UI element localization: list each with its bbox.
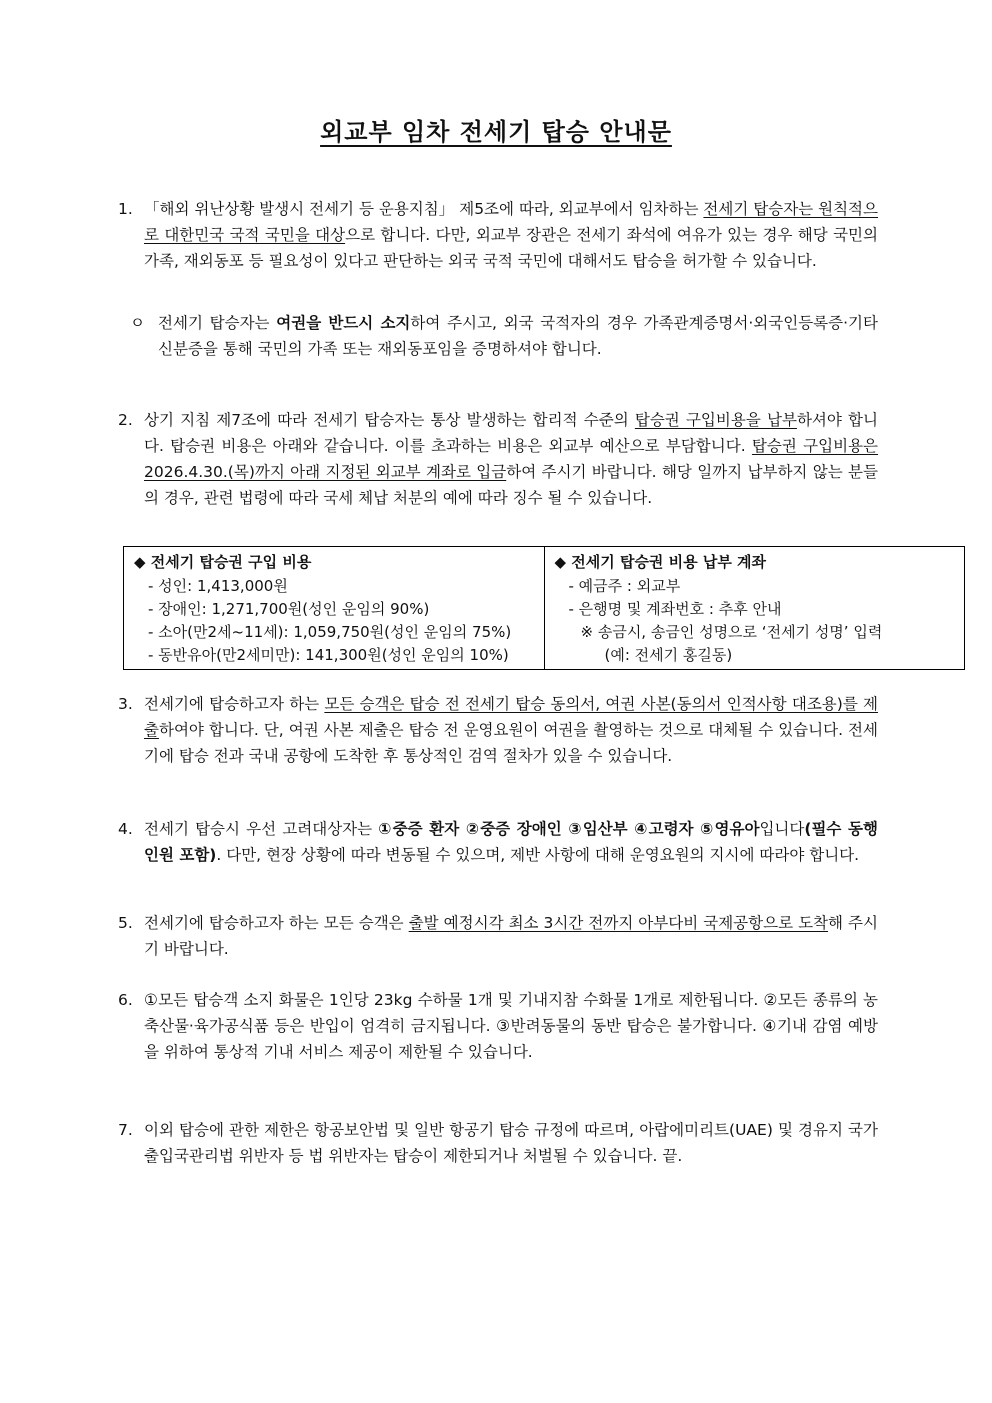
fee-cost-cell [124, 547, 545, 670]
title-text: 외교부 임차 전세기 탑승 안내문 [320, 118, 672, 146]
section-text: 전세기 탑승시 우선 고려대상자는 [144, 820, 379, 838]
section-text: 해 주시기 바랍니다. [144, 914, 878, 958]
section-7 [118, 1117, 878, 1169]
underlined-text: 모든 승객은 탑승 전 전세기 탑승 동의서, 여권 사본(동의서 인적사항 대조용)를 제출 [144, 695, 878, 739]
section-text: . 다만, 현장 상황에 따라 변동될 수 있으며, 제반 사항에 대해 운영요원의 지시에 따라야 합니다. [216, 846, 860, 864]
remittance-example: (예: 전세기 홍길동) [604, 646, 733, 664]
section-2 [118, 407, 878, 511]
fee-row: - 동반유아(만2세미만): 141,300원(성인 운임의 10%) [148, 646, 509, 664]
bullet-text: 하여 주시고, 외국 국적자의 경우 가족관계증명서·외국인등록증·기타 신분증을 통해 국민의 가족 또는 재외동포임을 증명하셔야 합니다. [158, 314, 879, 358]
section-text: 「해외 위난상황 발생시 전세기 등 운용지침」 제5조에 따라, 외교부에서 임차하는 [144, 200, 704, 218]
section-text: 입니다 [759, 820, 805, 838]
section-1 [118, 196, 878, 274]
bullet-text: 전세기 탑승자는 [158, 314, 277, 332]
section-text: 상기 지침 제7조에 따라 전세기 탑승자는 통상 발생하는 합리적 수준의 [144, 411, 635, 429]
section-text: 으로 합니다. 다만, 외교부 장관은 전세기 좌석에 여유가 있는 경우 해당 국민의 가족, 재외동포 등 필요성이 있다고 판단하는 외국 국적 국민에 대해서도 탑승을 허가할 수 있습니다. [144, 226, 878, 270]
section-text: 이외 탑승에 관한 제한은 항공보안법 및 일반 항공기 탑승 규정에 따르며, 아랍에미리트(UAE) 및 경유지 국가 출입국관리법 위반자 등 법 위반자는 탑승이 제한되거나 처벌될 수 있습니다. 끝. [144, 1121, 878, 1165]
section-number: 4. [118, 820, 133, 838]
section-1-bullet [130, 310, 878, 362]
underlined-text: 전세기 탑승자는 원칙적으로 대한민국 국적 국민을 대상 [144, 200, 878, 244]
section-text: 전세기에 탑승하고자 하는 [144, 695, 325, 713]
section-number: 2. [118, 411, 133, 429]
section-5 [118, 910, 878, 962]
section-text: 하여 주시기 바랍니다. 해당 일까지 납부하지 않는 분들의 경우, 관련 법령에 따라 국세 체납 처분의 예에 따라 징수 될 수 있습니다. [144, 463, 878, 507]
section-number: 7. [118, 1121, 133, 1139]
remittance-note: ※ 송금시, 송금인 성명으로 ‘전세기 성명’ 입력 [580, 623, 883, 641]
underlined-text: 출발 예정시각 최소 3시간 전까지 아부다비 국제공항으로 도착 [408, 914, 829, 932]
account-row: - 은행명 및 계좌번호 : 추후 안내 [568, 600, 782, 618]
section-3 [118, 691, 878, 769]
document-title [0, 112, 992, 147]
section-text: 전세기에 탑승하고자 하는 모든 승객은 [144, 914, 409, 932]
bold-text: (필수 동행 인원 포함) [144, 820, 878, 864]
section-number: 3. [118, 695, 133, 713]
section-text: 하여야 합니다. 단, 여권 사본 제출은 탑승 전 운영요원이 여권을 촬영하는 것으로 대체될 수 있습니다. 전세기에 탑승 전과 국내 공항에 도착한 후 통상적인 검역 절차가 있을 수 있습니다. [144, 721, 878, 765]
fee-row: - 장애인: 1,271,700원(성인 운임의 90%) [148, 600, 430, 618]
fee-cost-header: ◆ 전세기 탑승권 구입 비용 [134, 553, 312, 571]
section-4 [118, 816, 878, 868]
section-text: 하셔야 합니다. 탑승권 비용은 아래와 같습니다. 이를 초과하는 비용은 외교부 예산으로 부담합니다. [144, 411, 878, 455]
fee-row: - 소아(만2세~11세): 1,059,750원(성인 운임의 75%) [148, 623, 512, 641]
fee-table [123, 546, 965, 670]
payment-account-header: ◆ 전세기 탑승권 비용 납부 계좌 [554, 553, 767, 571]
account-row: - 예금주 : 외교부 [568, 577, 681, 595]
section-number: 5. [118, 914, 133, 932]
section-6 [118, 987, 878, 1065]
bullet-marker: ㅇ [130, 314, 145, 332]
fee-row: - 성인: 1,413,000원 [148, 577, 288, 595]
payment-account-cell [544, 547, 965, 670]
section-text: ①모든 탑승객 소지 화물은 1인당 23kg 수하물 1개 및 기내지참 수화물 1개로 제한됩니다. ②모든 종류의 농축산물·육가공식품 등은 반입이 엄격히 금지됩니다. ③반려동물의 동반 탑승은 불가합니다. ④기내 감염 예방을 위하여 통상적 기내 서비스 제공이 제한될 수 있습니다. [144, 991, 878, 1061]
section-number: 6. [118, 991, 133, 1009]
section-number: 1. [118, 200, 133, 218]
underlined-text: 탑승권 구입비용은 2026.4.30.(목)까지 아래 지정된 외교부 계좌로 입금 [144, 437, 878, 481]
bold-text: ①중증 환자 ②중증 장애인 ③임산부 ④고령자 ⑤영유아 [378, 820, 760, 838]
bold-text: 여권을 반드시 소지 [276, 314, 411, 332]
underlined-text: 탑승권 구입비용을 납부 [634, 411, 797, 429]
